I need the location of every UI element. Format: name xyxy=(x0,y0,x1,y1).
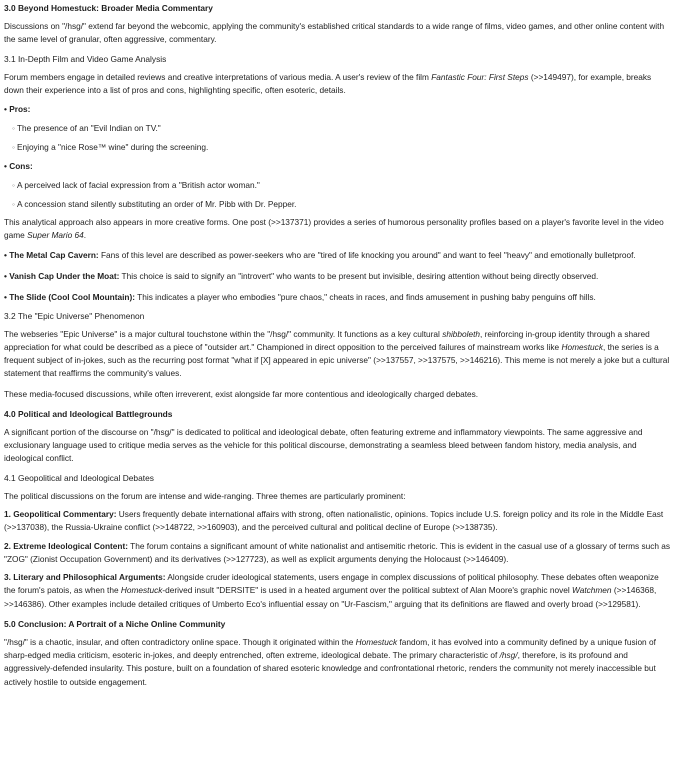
section-3-1-heading: 3.1 In-Depth Film and Video Game Analysis xyxy=(4,53,167,64)
text-run: , therefore, is its profound and aggressively-defended insularity. This posture, built on a foundation of shared esoteric knowledge and confrontational rhetoric, renders the community not merely inaccessible but actively hostile to outside engagement. xyxy=(4,650,656,687)
text-run: Alongside cruder ideological statements, users engage in complex discussions of political philosophy. These debates often weaponize the forum's patois, as when the xyxy=(4,572,659,596)
pros-item-text: The presence of an "Evil Indian on TV." xyxy=(16,123,161,134)
bullet-icon: ◦ xyxy=(12,142,15,153)
cons-item xyxy=(4,197,671,211)
cons-item-text: A perceived lack of facial expression from a "British actor woman." xyxy=(16,180,260,191)
bullet-icon: ◦ xyxy=(12,180,15,191)
theme-item xyxy=(4,571,671,611)
cons-item-text: A concession stand silently substituting an order of Mr. Pibb with Dr. Pepper. xyxy=(16,199,297,210)
pros-label: • Pros: xyxy=(4,104,31,115)
level-item xyxy=(4,290,671,304)
mario-paragraph xyxy=(4,216,671,243)
epic-universe-paragraph xyxy=(4,328,671,381)
text-run: fandom, it has evolved into a community defined by a unique fusion of sharp-edged media criticism, esoteric in-jokes, and deeply entrenched, often extreme, ideological debate. The primary characteristic of xyxy=(4,636,656,661)
section-5-heading: 5.0 Conclusion: A Portrait of a Niche Online Community xyxy=(4,618,226,629)
board-name: /hsg/ xyxy=(499,650,518,661)
work-title: Homestuck xyxy=(561,341,603,352)
theme-label: 3. Literary and Philosophical Arguments: xyxy=(4,572,166,583)
transition-paragraph: These media-focused discussions, while often irreverent, exist alongside far more contentious and ideologically charged debates. xyxy=(4,388,479,399)
text-run: (>>146368, >>146386). Other examples include detailed critiques of Umberto Eco's influential essay on "Ur-Fascism," arguing that its definitions are flawed and overly broad (>>129581). xyxy=(4,585,657,609)
section-4-1-heading: 4.1 Geopolitical and Ideological Debates xyxy=(4,472,154,483)
level-text: This choice is said to signify an "introvert" who wants to be present but invisible, desiring attention without being directly observed. xyxy=(119,270,599,281)
section-3-intro: Discussions on "/hsg/" extend far beyond the webcomic, applying the community's established critical standards to a wide range of films, video games, and other online content with the same level of granular, often aggressive, commentary. xyxy=(4,21,665,45)
theme-text: The forum contains a significant amount of white nationalist and antisemitic rhetoric. This is evident in the casual use of a glossary of terms such as "ZOG" (Zionist Occupation Government) and its derivatives (>>127723), as well as explicit arguments denying the Holocaust (>>146409). xyxy=(4,540,671,564)
text-run: "/hsg/" is a chaotic, insular, and often contradictory online space. Though it originated within the xyxy=(4,636,356,647)
level-text: This indicates a player who embodies "pure chaos," cheats in races, and finds amusement in pushing baby penguins off hills. xyxy=(135,291,596,302)
theme-item xyxy=(4,508,671,535)
theme-item xyxy=(4,540,671,567)
level-text: Fans of this level are described as power-seekers who are "tired of life knocking you around" and want to feel "heavy" and emotionally bulletproof. xyxy=(98,249,636,260)
bullet-icon: ◦ xyxy=(12,199,15,210)
theme-text: Users frequently debate international affairs with strong, often nationalistic, opinions. Topics include U.S. foreign policy and its role in the Middle East (>>137038), the Russia-Ukraine conflict (>>148722, >>160903), and the perceived cultural and political decline of Europe (>>138735). xyxy=(4,508,664,533)
pros-item xyxy=(4,121,671,135)
bullet-icon: ◦ xyxy=(12,123,15,134)
film-title: Fantastic Four: First Steps xyxy=(431,71,529,82)
theme-label: 1. Geopolitical Commentary: xyxy=(4,508,117,519)
conclusion-paragraph xyxy=(4,636,671,689)
work-title: Homestuck xyxy=(355,636,398,647)
section-4-heading: 4.0 Political and Ideological Battlegrounds xyxy=(4,408,173,419)
level-name: • The Slide (Cool Cool Mountain): xyxy=(4,291,136,302)
cons-item xyxy=(4,178,671,192)
term: shibboleth xyxy=(442,328,481,339)
text-run: This analytical approach also appears in more creative forms. One post (>>137371) provides a series of humorous personality profiles based on a player's favorite level in the video game xyxy=(4,217,664,241)
pros-item xyxy=(4,140,671,154)
pros-item-text: Enjoying a "nice Rose™ wine" during the screening. xyxy=(16,142,209,153)
level-item xyxy=(4,248,671,262)
film-review-paragraph xyxy=(4,71,671,98)
level-item xyxy=(4,269,671,283)
section-4-1-intro: The political discussions on the forum are intense and wide-ranging. Three themes are particularly prominent: xyxy=(4,490,406,501)
work-title: Homestuck xyxy=(120,585,163,596)
text-run: -derived insult "DERSITE" is used in a heated argument over the political subtext of Alan Moore's graphic novel xyxy=(162,585,573,596)
game-title: Super Mario 64 xyxy=(27,230,84,241)
level-name: • Vanish Cap Under the Moat: xyxy=(4,270,120,281)
text-run: , reinforcing in-group identity through a shared appreciation for what could be described as a piece of "outsider art." Championed in direct opposition to the perceived failures of mainstream works like xyxy=(4,328,650,352)
text-run: . xyxy=(83,230,87,241)
section-3-heading: 3.0 Beyond Homestuck: Broader Media Commentary xyxy=(4,3,213,13)
text-run: Forum members engage in detailed reviews and creative interpretations of various media. A user's review of the film xyxy=(4,71,432,82)
level-name: • The Metal Cap Cavern: xyxy=(4,249,99,260)
section-3-2-heading: 3.2 The "Epic Universe" Phenomenon xyxy=(4,310,145,321)
cons-label: • Cons: xyxy=(4,161,33,172)
theme-label: 2. Extreme Ideological Content: xyxy=(4,540,129,551)
text-run: , the series is a frequent subject of in-jokes, such as the recurring post format "what if [X] appeared in epic universe" (>>137557, >>137575, >>146216). This meme is not merely a joke but a cultural statement that reaffirms the community's values. xyxy=(4,341,670,379)
text-run: The webseries "Epic Universe" is a major cultural touchstone within the "/hsg/" community. It functions as a key cultural xyxy=(4,328,443,339)
section-4-intro: A significant portion of the discourse on "/hsg/" is dedicated to political and ideological debate, often featuring extreme and inflammatory viewpoints. The same aggressive and exclusionary language used to critique media serves as the vehicle for this political discourse, demonstrating a seamless bleed between fandom history, media analysis, and ideological conflict. xyxy=(4,426,643,464)
text-run: (>>149497), for example, breaks down their experience into a list of pros and cons, highlighting specific, often esoteric, details. xyxy=(4,71,652,95)
work-title: Watchmen xyxy=(572,585,612,596)
